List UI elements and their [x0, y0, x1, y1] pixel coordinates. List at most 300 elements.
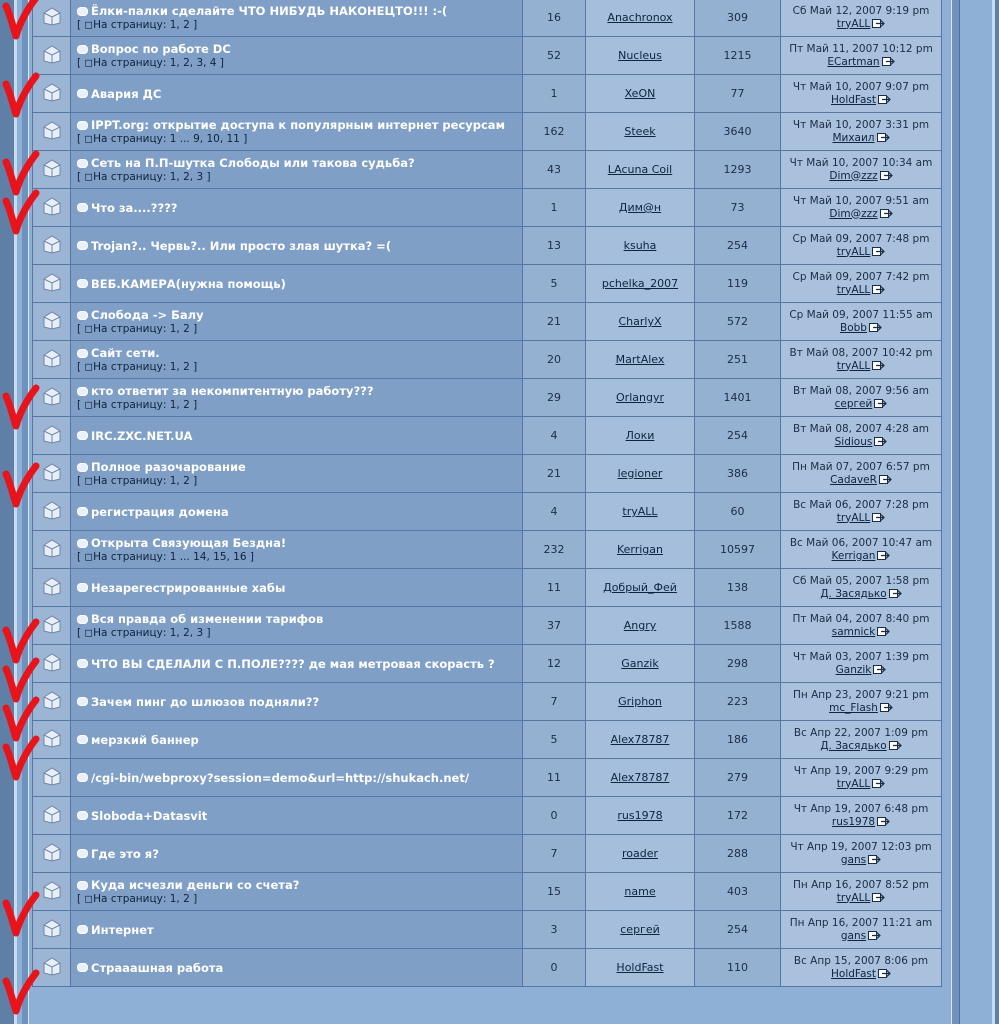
last-post-user-link[interactable]: gans — [840, 853, 867, 866]
last-post-date: Пн Апр 23, 2007 9:21 pm — [792, 688, 930, 701]
author-cell — [586, 797, 695, 835]
last-post-cell — [781, 949, 942, 987]
last-post-user-link[interactable]: Sidious — [834, 435, 873, 448]
views-count: 119 — [695, 265, 781, 303]
topic-bullet-icon — [77, 539, 88, 548]
topic-title-cell — [71, 455, 523, 493]
topic-title-link[interactable]: Открыта Связующая Бездна! — [91, 536, 287, 550]
last-post-cell — [781, 607, 942, 645]
topic-title-cell — [71, 37, 523, 75]
author-cell — [586, 265, 695, 303]
goto-last-post-icon[interactable] — [873, 665, 886, 674]
author-cell — [586, 721, 695, 759]
topic-title-cell — [71, 227, 523, 265]
author-link[interactable]: Alex78787 — [610, 733, 670, 746]
goto-last-post-icon[interactable] — [868, 931, 881, 940]
goto-last-post-icon[interactable] — [872, 285, 885, 294]
views-count: 254 — [695, 227, 781, 265]
goto-last-post-icon[interactable] — [877, 627, 890, 636]
author-cell — [586, 0, 695, 37]
author-cell — [586, 607, 695, 645]
topic-bullet-icon — [77, 279, 88, 288]
author-link[interactable]: name — [624, 885, 656, 898]
topic-title-cell — [71, 835, 523, 873]
author-link[interactable]: Steek — [624, 125, 656, 138]
last-post-cell — [781, 911, 942, 949]
topic-title-link[interactable]: регистрация домена — [91, 504, 229, 519]
replies-count: 4 — [523, 417, 586, 455]
last-post-date: Пн Апр 16, 2007 11:21 am — [789, 916, 933, 929]
topic-bullet-icon — [77, 463, 88, 472]
goto-last-post-icon[interactable] — [877, 133, 890, 142]
red-checkmark-icon — [0, 967, 42, 1019]
topic-pages[interactable]: [ ◻На страницу: 1, 2 ] — [77, 893, 198, 905]
last-post-date: Сб Май 12, 2007 9:19 pm — [792, 4, 930, 17]
views-count: 138 — [695, 569, 781, 607]
author-cell — [586, 569, 695, 607]
topic-bullet-icon — [77, 963, 88, 972]
goto-last-post-icon[interactable] — [880, 171, 893, 180]
table-row — [33, 759, 942, 797]
goto-last-post-icon[interactable] — [872, 513, 885, 522]
goto-last-post-icon[interactable] — [872, 893, 885, 902]
last-post-user-link[interactable]: HoldFast — [831, 93, 876, 106]
goto-last-post-icon[interactable] — [872, 19, 885, 28]
replies-count: 0 — [523, 797, 586, 835]
topic-title-link[interactable]: Страаашная работа — [91, 960, 224, 975]
goto-last-post-icon[interactable] — [874, 437, 887, 446]
last-post-date: Чт Апр 19, 2007 6:48 pm — [793, 802, 929, 815]
last-post-user-link[interactable]: CadaveR — [830, 473, 877, 486]
topic-title-link[interactable]: Полное разочарование — [91, 460, 246, 474]
topic-pages[interactable]: [ ◻На страницу: 1, 2 ] — [77, 19, 198, 31]
table-row — [33, 721, 942, 759]
last-post-user-link[interactable]: HoldFast — [831, 967, 876, 980]
red-checkmark-icon — [0, 382, 42, 434]
last-post-user-link[interactable]: samnick — [831, 625, 876, 638]
table-row — [33, 531, 942, 569]
last-post-user-link[interactable]: tryALL — [836, 359, 871, 372]
last-post-user-link[interactable]: tryALL — [836, 891, 871, 904]
replies-count: 20 — [523, 341, 586, 379]
table-row — [33, 493, 942, 531]
topic-title-link[interactable]: ВЕБ.КАМЕРА(нужна помощь) — [91, 276, 286, 291]
replies-count: 3 — [523, 911, 586, 949]
last-post-date: Ср Май 09, 2007 7:48 pm — [792, 232, 930, 245]
author-link[interactable]: Локи — [625, 429, 655, 442]
folder-icon — [41, 423, 63, 445]
topic-title-link[interactable]: IPPT.org: открытие доступа к популярным интернет ресурсам — [91, 118, 505, 132]
table-row — [33, 113, 942, 151]
views-count: 223 — [695, 683, 781, 721]
last-post-date: Пн Апр 16, 2007 8:52 pm — [792, 878, 930, 891]
topic-table — [32, 0, 942, 987]
replies-count: 43 — [523, 151, 586, 189]
topic-title-link[interactable]: /cgi-bin/webproxy?session=demo&url=http://shukach.net/ — [91, 770, 470, 785]
last-post-date: Вс Май 06, 2007 10:47 am — [789, 536, 933, 549]
author-link[interactable]: Alex78787 — [610, 771, 670, 784]
last-post-date: Ср Май 09, 2007 7:42 pm — [792, 270, 930, 283]
replies-count: 29 — [523, 379, 586, 417]
views-count: 288 — [695, 835, 781, 873]
last-post-user-link[interactable]: tryALL — [836, 777, 871, 790]
folder-icon — [41, 195, 63, 217]
last-post-date: Вт Май 08, 2007 10:42 pm — [789, 346, 933, 359]
table-row — [33, 0, 942, 37]
views-count: 403 — [695, 873, 781, 911]
author-link[interactable]: LAcuna Coil — [607, 163, 673, 176]
author-link[interactable]: сергей — [620, 923, 660, 936]
goto-last-post-icon[interactable] — [878, 95, 891, 104]
last-post-user-link[interactable]: Д. Засядько — [820, 739, 887, 752]
topic-title-link[interactable]: Вопрос по работе DC — [91, 42, 231, 56]
table-row — [33, 75, 942, 113]
topic-title-link[interactable]: Интернет — [91, 922, 154, 937]
topic-bullet-icon — [77, 203, 88, 212]
views-count: 251 — [695, 341, 781, 379]
topic-bullet-icon — [77, 387, 88, 396]
folder-icon — [41, 537, 63, 559]
last-post-user-link[interactable]: tryALL — [836, 511, 871, 524]
red-checkmark-icon — [0, 0, 42, 44]
topic-title-link[interactable]: Trojan?.. Червь?.. Или просто злая шутка? =( — [91, 238, 392, 253]
topic-pages[interactable]: [ ◻На страницу: 1, 2, 3, 4 ] — [77, 57, 224, 69]
author-link[interactable]: HoldFast — [616, 961, 664, 974]
topic-status-cell — [33, 265, 71, 303]
table-row — [33, 379, 942, 417]
topic-title-link[interactable]: ЧТО ВЫ СДЕЛАЛИ С П.ПОЛЕ???? де мая метровая скорасть ? — [91, 656, 495, 671]
replies-count: 5 — [523, 721, 586, 759]
last-post-user-link[interactable]: tryALL — [836, 283, 871, 296]
last-post-user-link[interactable]: Dim@zzz — [829, 207, 878, 220]
last-post-user-link[interactable]: Михаил — [832, 131, 875, 144]
author-link[interactable]: Anachronox — [607, 11, 673, 24]
views-count: 298 — [695, 645, 781, 683]
topic-title-link[interactable]: Сайт сети. — [91, 346, 160, 360]
topic-status-cell — [33, 569, 71, 607]
last-post-date: Ср Май 09, 2007 11:55 am — [789, 308, 933, 321]
folder-icon — [41, 651, 63, 673]
folder-icon — [41, 803, 63, 825]
topic-bullet-icon — [77, 349, 88, 358]
topic-title-link[interactable]: Незарегестрированные хабы — [91, 580, 286, 595]
topic-status-cell — [33, 341, 71, 379]
topic-title-link[interactable]: Вся правда об изменении тарифов — [91, 612, 324, 626]
last-post-user-link[interactable]: Kerrigan — [831, 549, 876, 562]
topic-status-cell — [33, 835, 71, 873]
topic-title-cell — [71, 113, 523, 151]
goto-last-post-icon[interactable] — [869, 323, 882, 332]
folder-icon — [41, 765, 63, 787]
last-post-cell — [781, 531, 942, 569]
folder-icon — [41, 271, 63, 293]
topic-bullet-icon — [77, 881, 88, 890]
topic-title-cell — [71, 569, 523, 607]
folder-icon — [41, 43, 63, 65]
table-row — [33, 189, 942, 227]
views-count: 1588 — [695, 607, 781, 645]
last-post-user-link[interactable]: gans — [840, 929, 867, 942]
topic-title-link[interactable]: Что за....???? — [91, 200, 178, 215]
views-count: 73 — [695, 189, 781, 227]
author-link[interactable]: rus1978 — [617, 809, 663, 822]
last-post-date: Вт Май 08, 2007 9:56 am — [793, 384, 929, 397]
right-scroll-strip — [951, 0, 960, 1024]
red-checkmark-icon — [0, 70, 42, 122]
author-cell — [586, 379, 695, 417]
folder-icon — [41, 157, 63, 179]
views-count: 60 — [695, 493, 781, 531]
folder-icon — [41, 347, 63, 369]
goto-last-post-icon[interactable] — [872, 247, 885, 256]
views-count: 279 — [695, 759, 781, 797]
author-link[interactable]: ksuha — [623, 239, 657, 252]
last-post-cell — [781, 189, 942, 227]
last-post-cell — [781, 227, 942, 265]
views-count: 186 — [695, 721, 781, 759]
last-post-user-link[interactable]: Ganzik — [835, 663, 872, 676]
topic-title-link[interactable]: Слобода -> Балу — [91, 308, 204, 322]
replies-count: 21 — [523, 455, 586, 493]
last-post-cell — [781, 75, 942, 113]
topic-title-cell — [71, 417, 523, 455]
replies-count: 1 — [523, 189, 586, 227]
goto-last-post-icon[interactable] — [872, 361, 885, 370]
topic-pages[interactable]: [ ◻На страницу: 1, 2 ] — [77, 399, 198, 411]
last-post-date: Вс Апр 22, 2007 1:09 pm — [793, 726, 929, 739]
views-count: 572 — [695, 303, 781, 341]
topic-pages[interactable]: [ ◻На страницу: 1, 2 ] — [77, 361, 198, 373]
table-row — [33, 873, 942, 911]
views-count: 1293 — [695, 151, 781, 189]
author-cell — [586, 341, 695, 379]
topic-bullet-icon — [77, 507, 88, 516]
topic-title-cell — [71, 721, 523, 759]
author-link[interactable]: MartAlex — [615, 353, 665, 366]
last-post-user-link[interactable]: Bobb — [840, 321, 867, 334]
topic-title-cell — [71, 873, 523, 911]
topic-title-link[interactable]: кто ответит за некомпитентную работу??? — [91, 384, 374, 398]
goto-last-post-icon[interactable] — [882, 57, 895, 66]
replies-count: 52 — [523, 37, 586, 75]
replies-count: 12 — [523, 645, 586, 683]
last-post-cell — [781, 37, 942, 75]
table-row — [33, 227, 942, 265]
folder-icon — [41, 233, 63, 255]
topic-title-cell — [71, 265, 523, 303]
author-cell — [586, 75, 695, 113]
topic-bullet-icon — [77, 735, 88, 744]
folder-icon — [41, 81, 63, 103]
table-row — [33, 341, 942, 379]
topic-bullet-icon — [77, 697, 88, 706]
topic-bullet-icon — [77, 45, 88, 54]
goto-last-post-icon[interactable] — [878, 969, 891, 978]
topic-title-cell — [71, 303, 523, 341]
topic-title-link[interactable]: мерзкий баннер — [91, 732, 199, 747]
replies-count: 11 — [523, 759, 586, 797]
author-link[interactable]: XeON — [624, 87, 656, 100]
table-row — [33, 797, 942, 835]
replies-count: 16 — [523, 0, 586, 37]
author-cell — [586, 645, 695, 683]
last-post-cell — [781, 151, 942, 189]
views-count: 386 — [695, 455, 781, 493]
folder-icon — [41, 727, 63, 749]
table-row — [33, 303, 942, 341]
table-row — [33, 683, 942, 721]
author-link[interactable]: Nucleus — [618, 49, 662, 62]
topic-title-link[interactable]: Зачем пинг до шлюзов подняли?? — [91, 694, 320, 709]
last-post-date: Вс Май 06, 2007 7:28 pm — [793, 498, 929, 511]
views-count: 1215 — [695, 37, 781, 75]
author-link[interactable]: roader — [621, 847, 659, 860]
author-link[interactable]: Ganzik — [621, 657, 659, 670]
table-row — [33, 645, 942, 683]
goto-last-post-icon[interactable] — [877, 817, 890, 826]
replies-count: 4 — [523, 493, 586, 531]
replies-count: 13 — [523, 227, 586, 265]
goto-last-post-icon[interactable] — [874, 399, 887, 408]
author-cell — [586, 227, 695, 265]
topic-pages[interactable]: [ ◻На страницу: 1, 2, 3 ] — [77, 171, 211, 183]
replies-count: 11 — [523, 569, 586, 607]
topic-title-cell — [71, 75, 523, 113]
author-link[interactable]: Angry — [623, 619, 657, 632]
last-post-cell — [781, 797, 942, 835]
topic-pages[interactable]: [ ◻На страницу: 1 ... 9, 10, 11 ] — [77, 133, 248, 145]
table-row — [33, 607, 942, 645]
goto-last-post-icon[interactable] — [880, 209, 893, 218]
topic-title-cell — [71, 531, 523, 569]
last-post-user-link[interactable]: tryALL — [836, 17, 871, 30]
topic-bullet-icon — [77, 89, 88, 98]
author-cell — [586, 417, 695, 455]
author-cell — [586, 683, 695, 721]
topic-bullet-icon — [77, 659, 88, 668]
replies-count: 5 — [523, 265, 586, 303]
goto-last-post-icon[interactable] — [872, 779, 885, 788]
views-count: 309 — [695, 0, 781, 37]
last-post-user-link[interactable]: mc_Flash — [829, 701, 878, 714]
replies-count: 1 — [523, 75, 586, 113]
last-post-date: Чт Апр 19, 2007 9:29 pm — [793, 764, 929, 777]
topic-title-link[interactable]: Авария ДС — [91, 86, 162, 101]
author-link[interactable]: tryALL — [622, 505, 658, 518]
topic-pages[interactable]: [ ◻На страницу: 1, 2 ] — [77, 475, 198, 487]
topic-bullet-icon — [77, 431, 88, 440]
table-row — [33, 835, 942, 873]
last-post-user-link[interactable]: сергей — [834, 397, 873, 410]
topic-pages[interactable]: [ ◻На страницу: 1 ... 14, 15, 16 ] — [77, 551, 254, 563]
folder-icon — [41, 385, 63, 407]
topic-title-link[interactable]: Sloboda+Datasvit — [91, 808, 208, 823]
replies-count: 7 — [523, 835, 586, 873]
last-post-user-link[interactable]: Д. Засядько — [820, 587, 887, 600]
topic-pages[interactable]: [ ◻На страницу: 1, 2, 3 ] — [77, 627, 211, 639]
folder-icon — [41, 689, 63, 711]
author-cell — [586, 949, 695, 987]
folder-icon — [41, 461, 63, 483]
last-post-cell — [781, 873, 942, 911]
author-link[interactable]: Orlangyr — [616, 391, 664, 404]
folder-icon — [41, 613, 63, 635]
topic-title-cell — [71, 379, 523, 417]
last-post-date: Пт Май 11, 2007 10:12 pm — [789, 42, 933, 55]
table-row — [33, 949, 942, 987]
goto-last-post-icon[interactable] — [868, 855, 881, 864]
topic-title-link[interactable]: Сеть на П.П-шутка Слободы или такова судьба? — [91, 156, 415, 170]
topic-pages[interactable]: [ ◻На страницу: 1, 2 ] — [77, 323, 198, 335]
folder-icon — [41, 499, 63, 521]
goto-last-post-icon[interactable] — [889, 589, 902, 598]
topic-title-cell — [71, 189, 523, 227]
last-post-user-link[interactable]: ECartman — [827, 55, 880, 68]
red-checkmark-icon — [0, 187, 42, 239]
author-link[interactable]: Дим@н — [618, 201, 662, 214]
topic-title-link[interactable]: IRC.ZXC.NET.UA — [91, 428, 193, 443]
topic-title-link[interactable]: Где это я? — [91, 846, 159, 861]
topic-title-cell — [71, 341, 523, 379]
goto-last-post-icon[interactable] — [879, 475, 892, 484]
folder-icon — [41, 917, 63, 939]
last-post-user-link[interactable]: rus1978 — [831, 815, 876, 828]
author-link[interactable]: CharlyX — [618, 315, 662, 328]
topic-bullet-icon — [77, 159, 88, 168]
topic-title-link[interactable]: Ёлки-палки сделайте ЧТО НИБУДЬ НАКОНЕЦТО!!! :-( — [91, 4, 448, 18]
last-post-user-link[interactable]: tryALL — [836, 245, 871, 258]
topic-bullet-icon — [77, 811, 88, 820]
author-cell — [586, 455, 695, 493]
topic-bullet-icon — [77, 583, 88, 592]
author-link[interactable]: pchelka_2007 — [601, 277, 679, 290]
goto-last-post-icon[interactable] — [880, 703, 893, 712]
last-post-date: Чт Май 03, 2007 1:39 pm — [792, 650, 930, 663]
last-post-cell — [781, 759, 942, 797]
author-link[interactable]: legioner — [617, 467, 663, 480]
last-post-date: Чт Май 10, 2007 3:31 pm — [792, 118, 930, 131]
topic-bullet-icon — [77, 311, 88, 320]
topic-title-cell — [71, 797, 523, 835]
last-post-user-link[interactable]: Dim@zzz — [829, 169, 878, 182]
author-link[interactable]: Добрый_Фей — [603, 581, 677, 594]
last-post-date: Чт Май 10, 2007 10:34 am — [789, 156, 933, 169]
last-post-cell — [781, 341, 942, 379]
topic-bullet-icon — [77, 849, 88, 858]
last-post-date: Вс Апр 15, 2007 8:06 pm — [793, 954, 929, 967]
author-link[interactable]: Griphon — [618, 695, 662, 708]
replies-count: 162 — [523, 113, 586, 151]
author-link[interactable]: Kerrigan — [616, 543, 664, 556]
topic-bullet-icon — [77, 121, 88, 130]
table-row — [33, 417, 942, 455]
author-cell — [586, 113, 695, 151]
goto-last-post-icon[interactable] — [889, 741, 902, 750]
topic-title-cell — [71, 151, 523, 189]
topic-status-cell — [33, 531, 71, 569]
folder-icon — [41, 119, 63, 141]
topic-title-link[interactable]: Куда исчезли деньги со счета? — [91, 878, 300, 892]
author-cell — [586, 151, 695, 189]
topic-status-cell — [33, 303, 71, 341]
goto-last-post-icon[interactable] — [877, 551, 890, 560]
folder-icon — [41, 879, 63, 901]
last-post-cell — [781, 455, 942, 493]
replies-count: 21 — [523, 303, 586, 341]
last-post-date: Чт Май 10, 2007 9:07 pm — [792, 80, 930, 93]
replies-count: 7 — [523, 683, 586, 721]
red-checkmark-icon — [0, 889, 42, 941]
